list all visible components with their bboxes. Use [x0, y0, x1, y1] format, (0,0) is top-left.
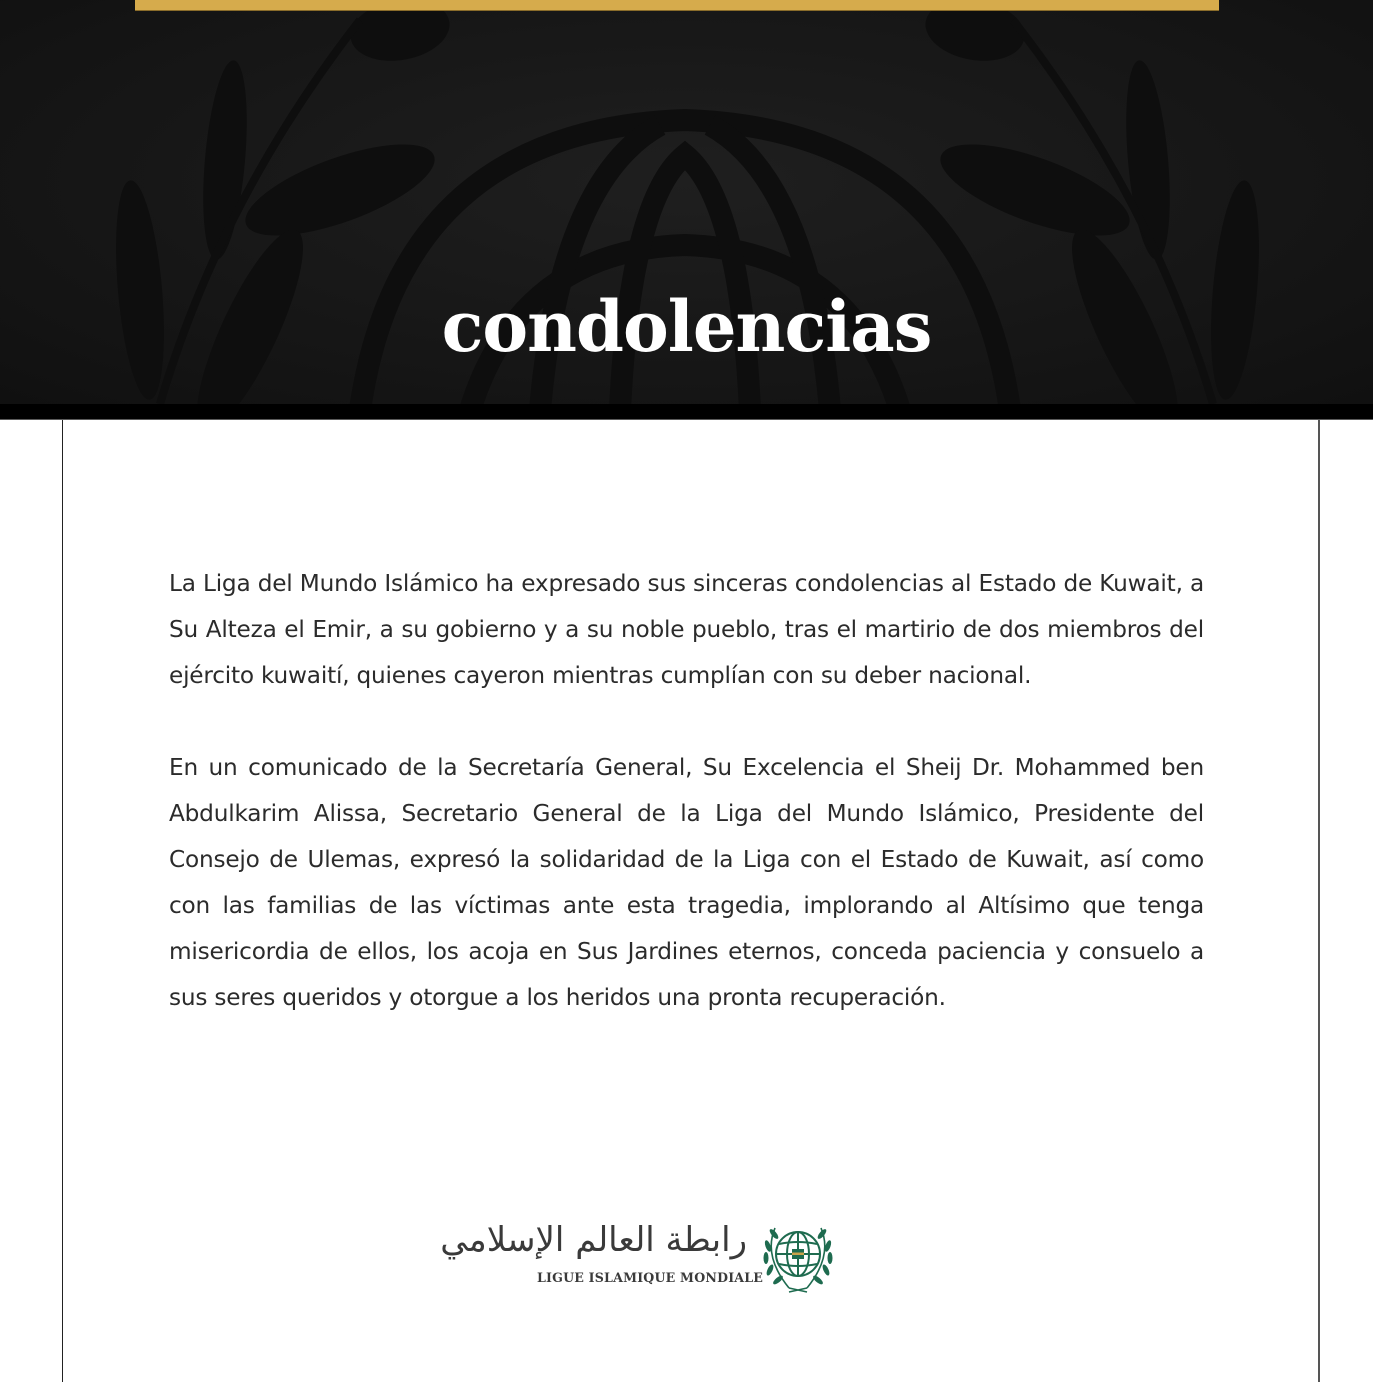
- gold-accent-bar: [135, 0, 1219, 11]
- laurel-globe-emblem-icon: [759, 1216, 837, 1294]
- page-frame-left-border: [62, 420, 63, 1382]
- logo-latin-name: LIGUE ISLAMIQUE MONDIALE: [537, 1270, 764, 1285]
- article-paragraph: En un comunicado de la Secretaría General, Su Excelencia el Sheij Dr. Mohammed ben Abdulkarim Alissa, Secretario General de la Liga del Mundo Islámico, Presidente del Consejo de Ulemas, expresó la solidaridad de la Liga con el Estado de Kuwait, así como con las familias de las víctimas ante esta tragedia, implorando al Altísimo que tenga misericordia de ellos, los acoja en Sus Jardines eternos, conceda paciencia y consuelo a sus seres queridos y otorgue a los heridos una pronta recuperación.: [169, 754, 1204, 1011]
- logo-arabic-name: رابطة العالم الإسلامي: [440, 1220, 747, 1260]
- page-frame-right-border: [1318, 420, 1320, 1382]
- organization-logo: [440, 1214, 837, 1294]
- article-paragraph: La Liga del Mundo Islámico ha expresado sus sinceras condolencias al Estado de Kuwait, a Su Alteza el Emir, a su gobierno y a su noble pueblo, tras el martirio de dos miembros del ejército kuwaití, quienes cayeron mientras cumplían con su deber nacional.: [169, 570, 1204, 689]
- page-title: condolencias: [441, 285, 932, 368]
- header-divider-band: [0, 404, 1373, 420]
- header-banner: [0, 0, 1373, 404]
- article-body: [169, 561, 1204, 1021]
